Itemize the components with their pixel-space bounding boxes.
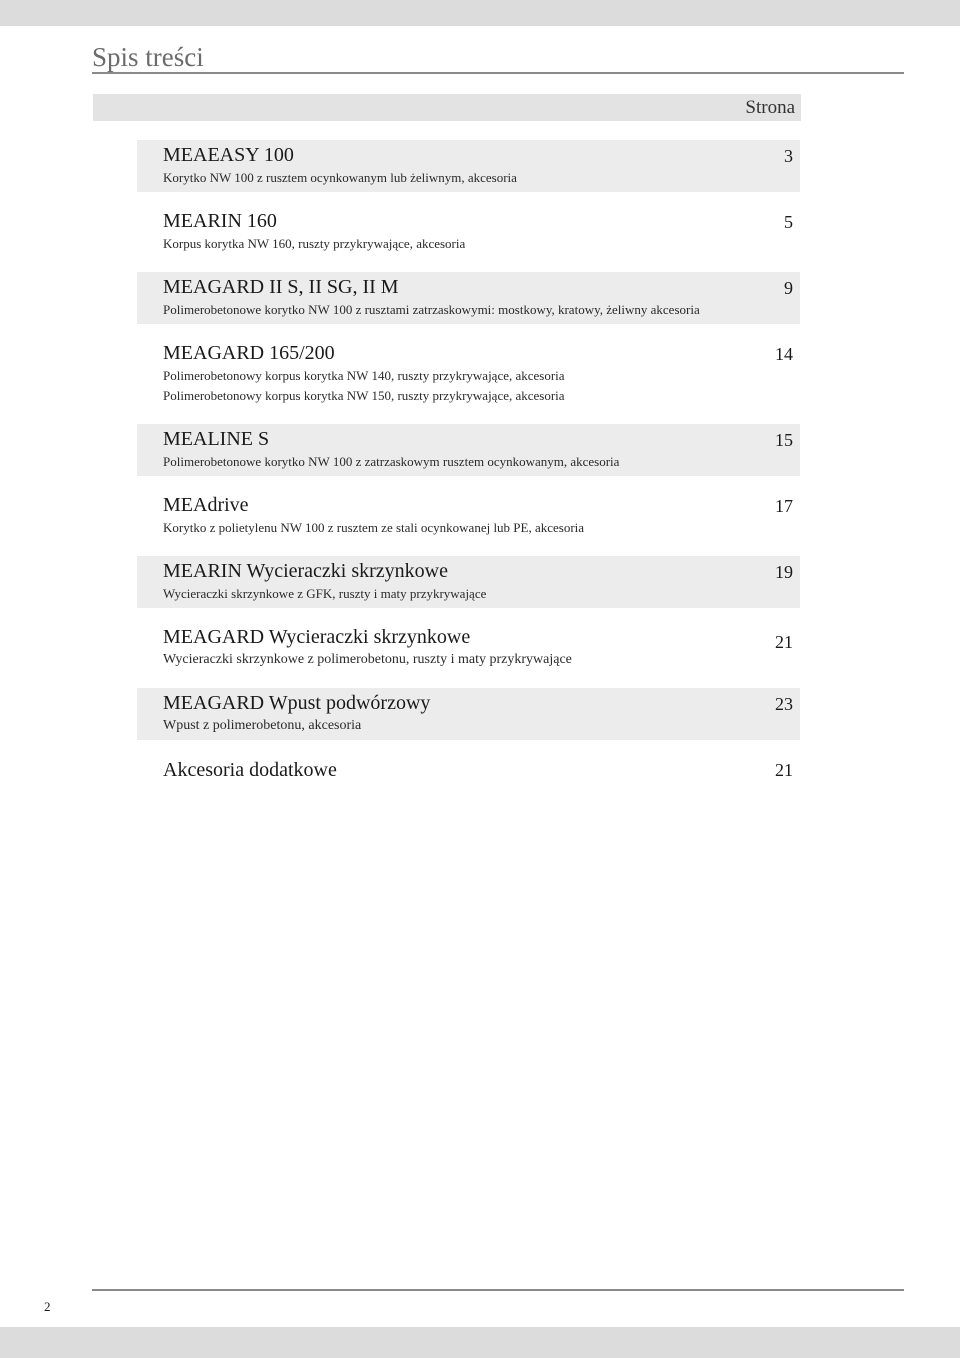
entry-title: MEAdrive	[163, 494, 249, 516]
entry-title: MEARIN 160	[163, 210, 277, 232]
toc-entry-mearin-160[interactable]	[137, 206, 800, 258]
entry-page-number: 15	[775, 430, 793, 450]
entry-page-number: 21	[775, 760, 793, 780]
entry-page-number: 21	[775, 632, 793, 652]
footer-divider	[92, 1289, 904, 1291]
entry-description: Wycieraczki skrzynkowe z GFK, ruszty i maty przykrywające	[163, 586, 487, 601]
entry-page-number: 3	[784, 146, 793, 166]
toc-entry-meaeasy-100[interactable]	[137, 140, 800, 192]
toc-entry-meagard-ii[interactable]	[137, 272, 800, 324]
entry-title: MEARIN Wycieraczki skrzynkowe	[163, 560, 448, 582]
toc-entry-meagard-wycieraczki[interactable]	[137, 622, 800, 674]
entry-title: MEAGARD Wycieraczki skrzynkowe	[163, 626, 471, 648]
entry-title: Akcesoria dodatkowe	[163, 759, 337, 781]
entry-title: MEAEASY 100	[163, 144, 294, 166]
toc-entry-akcesoria-dodatkowe[interactable]	[137, 754, 800, 788]
toc-entry-mearin-wycieraczki[interactable]	[137, 556, 800, 608]
entry-title: MEAGARD Wpust podwórzowy	[163, 692, 431, 714]
entry-description: Polimerobetonowe korytko NW 100 z zatrzaskowym rusztem ocynkowanym, akcesoria	[163, 454, 620, 469]
entry-description: Korytko z polietylenu NW 100 z rusztem ze stali ocynkowanej lub PE, akcesoria	[163, 520, 585, 535]
entry-description: Korytko NW 100 z rusztem ocynkowanym lub żeliwnym, akcesoria	[163, 170, 517, 185]
toc-entry-mealine-s[interactable]	[137, 424, 800, 476]
column-header-label: Strona	[745, 97, 795, 118]
entry-page-number: 5	[784, 212, 793, 232]
column-header-bar	[93, 94, 801, 121]
entry-page-number: 23	[775, 694, 793, 714]
entry-description: Polimerobetonowe korytko NW 100 z rusztami zatrzaskowymi: mostkowy, kratowy, żeliwny akcesoria	[163, 302, 700, 317]
page-number: 2	[44, 1299, 51, 1314]
entry-title: MEAGARD 165/200	[163, 342, 335, 364]
table-of-contents	[137, 140, 800, 802]
entry-page-number: 17	[775, 496, 793, 516]
toc-entry-meagard-165-200[interactable]	[137, 338, 800, 410]
entry-description: Korpus korytka NW 160, ruszty przykrywające, akcesoria	[163, 236, 466, 251]
page-title: Spis treści	[92, 42, 204, 72]
entry-description: Polimerobetonowy korpus korytka NW 150, ruszty przykrywające, akcesoria	[163, 388, 565, 403]
entry-page-number: 9	[784, 278, 793, 298]
entry-description: Wycieraczki skrzynkowe z polimerobetonu, ruszty i maty przykrywające	[163, 652, 572, 667]
entry-page-number: 14	[775, 344, 793, 364]
entry-title: MEALINE S	[163, 428, 270, 450]
entry-title: MEAGARD II S, II SG, II M	[163, 276, 399, 298]
toc-entry-meadrive[interactable]	[137, 490, 800, 542]
top-band	[0, 0, 960, 26]
entry-description: Wpust z polimerobetonu, akcesoria	[163, 718, 362, 733]
entry-page-number: 19	[775, 562, 793, 582]
entry-description: Polimerobetonowy korpus korytka NW 140, ruszty przykrywające, akcesoria	[163, 368, 565, 383]
toc-entry-meagard-wpust[interactable]	[137, 688, 800, 740]
bottom-band	[0, 1327, 960, 1358]
title-divider	[92, 72, 904, 74]
